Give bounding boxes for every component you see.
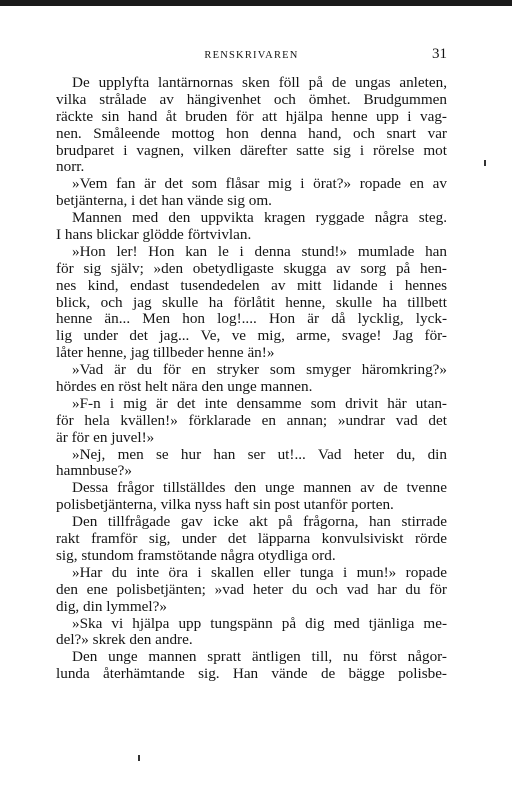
text-line: »Nej, men se hur han ser ut!... Vad heter du, din bbox=[72, 446, 447, 463]
text-line: Den unge mannen spratt äntligen till, nu först någor- bbox=[72, 649, 447, 666]
text-line: låter henne, jag tillbeder henne än!» bbox=[56, 345, 275, 362]
text-line: lig under det jag... Ve, ve mig, arme, svage! Jag för- bbox=[56, 328, 447, 345]
text-line: De upplyfta lantärnornas sken föll på de ungas anleten, bbox=[72, 75, 447, 91]
text-line: »Hon ler! Hon kan le i denna stund!» mumlade han bbox=[72, 243, 447, 260]
text-line: Mannen med den uppvikta kragen ryggade några steg. bbox=[72, 210, 447, 227]
text-line: den ene polisbetjänten; »vad heter du och vad har du för bbox=[56, 581, 447, 598]
text-line: Den tillfrågade gav icke akt på frågorna, han stirrade bbox=[72, 514, 447, 531]
text-line: räckte sin hand åt bruden för att hjälpa henne upp i vag- bbox=[56, 108, 447, 125]
text-line: »Vad är du för en stryker som smyger häromkring?» bbox=[72, 362, 447, 379]
text-line: nen. Småleende mottog hon denna hand, och snart var bbox=[56, 125, 447, 142]
text-line: lunda återhämtande sig. Han vände de bägge polisbe- bbox=[56, 666, 447, 683]
page-number: 31 bbox=[432, 46, 447, 62]
text-line: Dessa frågor tillställdes den unge mannen av de tvenne bbox=[72, 480, 447, 497]
text-line: betjänterna, i det han vände sig om. bbox=[56, 193, 272, 210]
running-header bbox=[56, 46, 447, 66]
text-line: »Vem fan är det som flåsar mig i örat?» ropade en av bbox=[72, 176, 447, 193]
text-line: brudparet i vagnen, vilken därefter satte sig i rörelse mot bbox=[56, 142, 447, 159]
top-border-rule bbox=[0, 0, 512, 6]
text-line: nes kind, endast tusendedelen av mitt lidande i hennes bbox=[56, 277, 447, 294]
text-line: »Har du inte öra i skallen eller tunga i mun!» ropade bbox=[72, 564, 447, 581]
text-line: hamnbuse?» bbox=[56, 463, 132, 480]
text-line: henne än... Men hon log!.... Hon är då lycklig, lyck- bbox=[56, 311, 447, 328]
text-line: rakt framför sig, under det läpparna konvulsiviskt rörde bbox=[56, 531, 447, 548]
print-speck bbox=[138, 755, 140, 761]
text-line: blick, och jag skulle ha förlåtit henne, skulle ha tillbett bbox=[56, 294, 447, 311]
text-line: del?» skrek den andre. bbox=[56, 632, 193, 649]
text-line: för hela kvällen!» förklarade en annan; »undrar vad det bbox=[56, 412, 447, 429]
text-line: dig, din lymmel?» bbox=[56, 598, 167, 615]
print-speck bbox=[484, 160, 486, 166]
text-line: norr. bbox=[56, 159, 85, 176]
text-line: »Ska vi hjälpa upp tungspänn på dig med tjänliga me- bbox=[72, 615, 447, 632]
text-line: »F-n i mig är det inte densamme som drivit här utan- bbox=[72, 395, 447, 412]
body-text bbox=[56, 75, 447, 683]
text-line: hördes en röst helt nära den unge mannen. bbox=[56, 379, 313, 396]
text-line: I hans blickar glödde förtvivlan. bbox=[56, 227, 252, 244]
running-title: RENSKRIVAREN bbox=[204, 50, 299, 61]
text-line: är för en juvel!» bbox=[56, 429, 155, 446]
text-line: polisbetjänterna, vilka nyss haft sin post utanför porten. bbox=[56, 497, 394, 514]
text-line: vilka strålade av hängivenhet och ömhet. Brudgummen bbox=[56, 91, 447, 108]
text-line: för sig själv; »den obetydligaste skugga av sorg på hen- bbox=[56, 260, 447, 277]
text-line: sig, stundom framstötande några otydliga ord. bbox=[56, 547, 336, 564]
